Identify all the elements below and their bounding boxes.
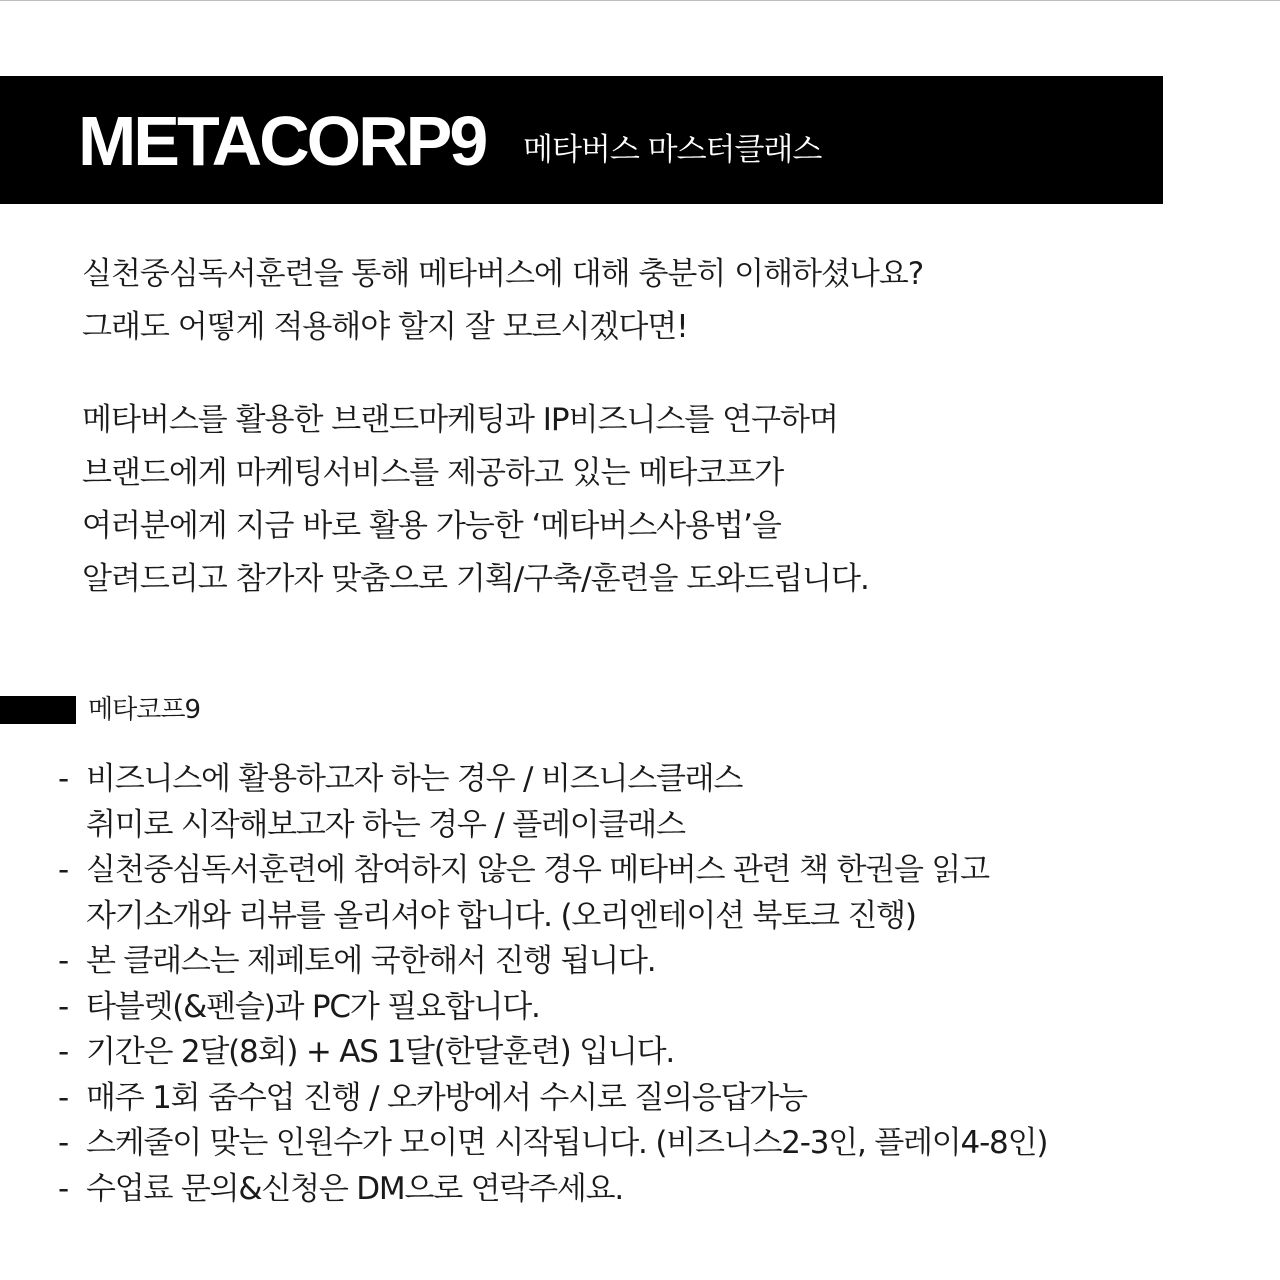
note-text: 타블렛(&펜슬)과 PC가 필요합니다. (86, 988, 540, 1025)
note-item-continuation (58, 894, 1258, 940)
note-item (58, 757, 1258, 803)
note-item (58, 1076, 1258, 1122)
note-item (58, 1121, 1258, 1167)
note-item (58, 1167, 1258, 1213)
notes-list (58, 757, 1258, 1212)
intro-line: 실천중심독서훈련을 통해 메타버스에 대해 충분히 이해하셨나요? (82, 256, 924, 292)
bullet-dash: - (58, 852, 68, 888)
note-text: 기간은 2달(8회) + AS 1달(한달훈련) 입니다. (86, 1034, 675, 1070)
note-item (58, 848, 1258, 894)
note-text: 스케줄이 맞는 인원수가 모이면 시작됩니다. (비즈니스2-3인, 플레이4-8인) (86, 1125, 1048, 1161)
bullet-dash: - (58, 943, 68, 979)
bullet-dash: - (58, 988, 68, 1025)
bullet-dash: - (58, 1034, 68, 1070)
note-text: 비즈니스에 활용하고자 하는 경우 / 비즈니스클래스 (86, 761, 743, 797)
intro-line: 그래도 어떻게 적용해야 할지 잘 모르시겠다면! (82, 309, 688, 345)
intro-line: 여러분에게 지금 바로 활용 가능한 ‘메타버스사용법’을 (82, 508, 781, 544)
intro-line: 알려드리고 참가자 맞춤으로 기획/구축/훈련을 도와드립니다. (82, 561, 869, 597)
banner-subtitle: 메타버스 마스터클래스 (523, 132, 822, 168)
intro-line: 브랜드에게 마케팅서비스를 제공하고 있는 메타코프가 (82, 455, 784, 491)
intro-line: 메타버스를 활용한 브랜드마케팅과 IP비즈니스를 연구하며 (82, 402, 838, 438)
note-text: 수업료 문의&신청은 DM으로 연락주세요. (86, 1170, 623, 1207)
section-heading: 메타코프9 (88, 695, 201, 725)
bullet-dash: - (58, 1125, 68, 1161)
note-item (58, 1030, 1258, 1076)
brand-logo-text: METACORP9 (78, 102, 486, 180)
note-text: 실천중심독서훈련에 참여하지 않은 경우 메타버스 관련 책 한권을 읽고 (86, 852, 989, 888)
note-item (58, 939, 1258, 985)
note-text: 매주 1회 줌수업 진행 / 오카방에서 수시로 질의응답가능 (86, 1079, 807, 1116)
section-marker-bar (0, 696, 76, 724)
bullet-dash: - (58, 1170, 68, 1207)
intro-paragraph-1 (82, 248, 1182, 354)
note-item-continuation (58, 803, 1258, 849)
note-item (58, 985, 1258, 1031)
note-text: 본 클래스는 제페토에 국한해서 진행 됩니다. (86, 943, 656, 979)
note-text: 취미로 시작해보고자 하는 경우 / 플레이클래스 (86, 806, 685, 843)
note-text: 자기소개와 리뷰를 올리셔야 합니다. (오리엔테이션 북토크 진행) (86, 897, 916, 934)
top-divider (0, 0, 1280, 1)
intro-paragraph-2 (82, 394, 1182, 606)
bullet-dash: - (58, 761, 68, 797)
bullet-dash: - (58, 1079, 68, 1116)
